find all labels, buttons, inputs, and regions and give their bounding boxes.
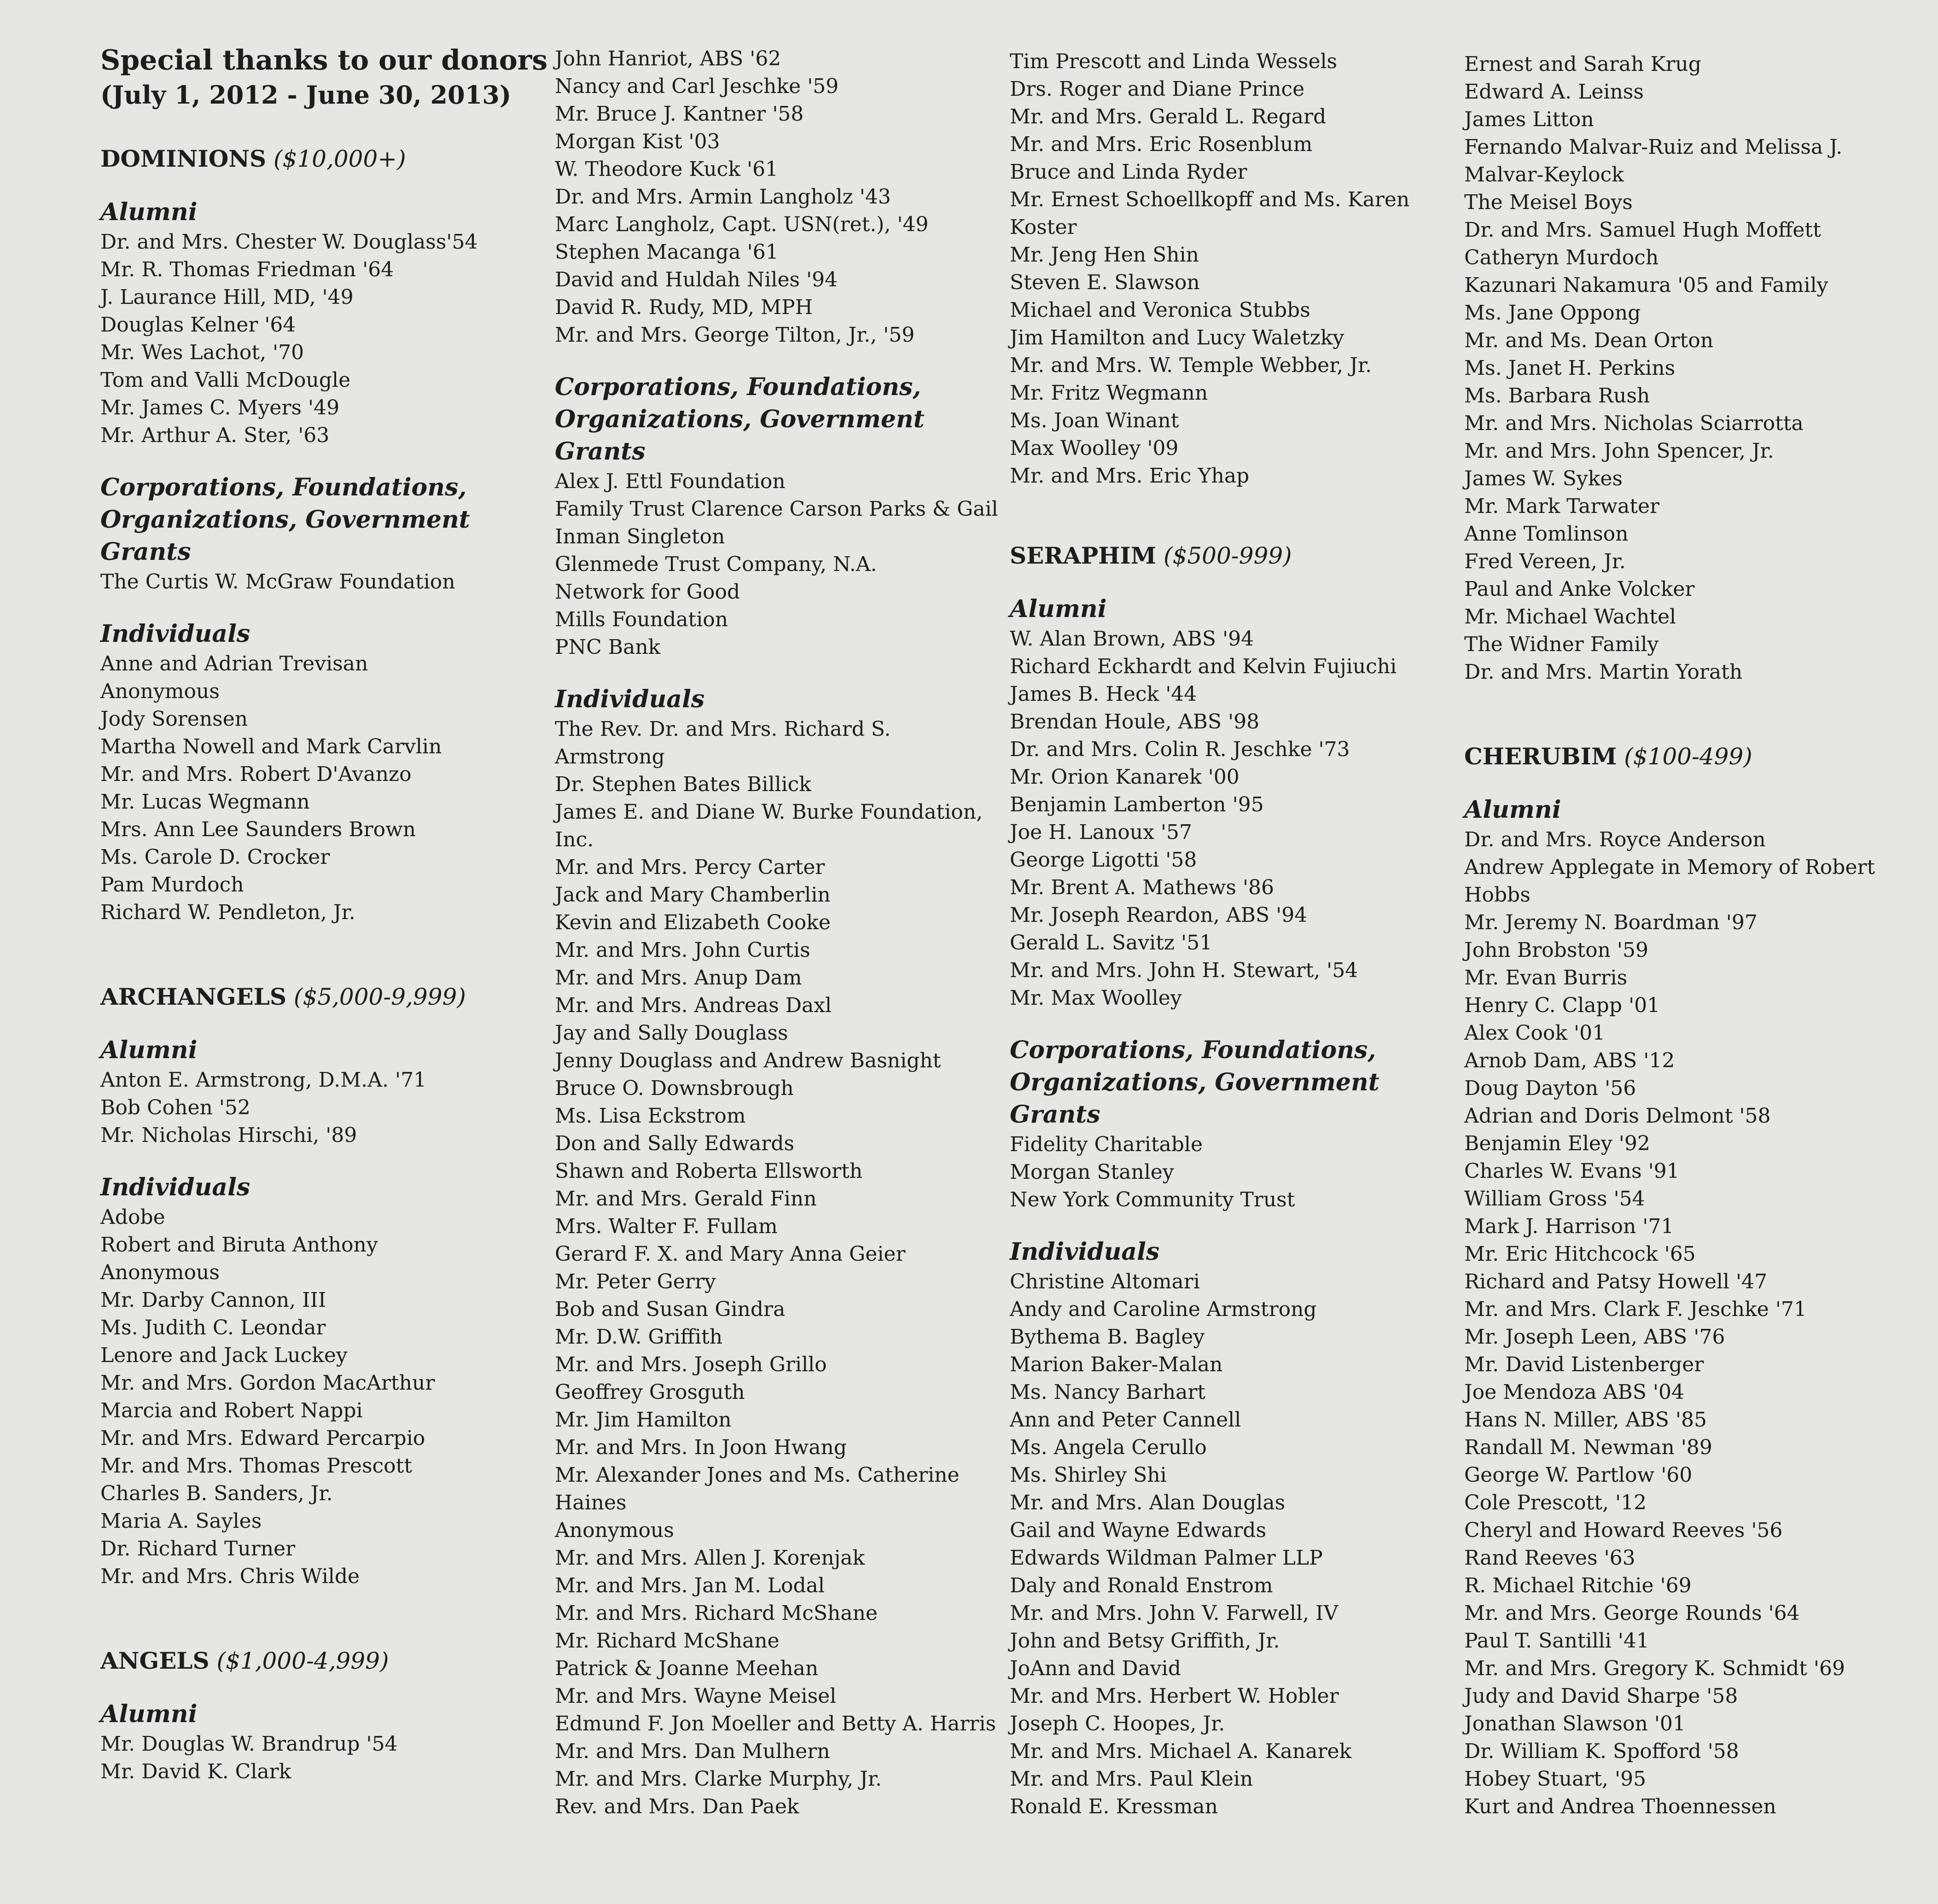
donor-entry: Ms. Lisa Eckstrom — [555, 1104, 746, 1128]
donor-entry: Mrs. Ann Lee Saunders Brown — [100, 818, 416, 841]
donor-entry: Anonymous — [100, 680, 220, 703]
donor-entry: Mr. and Mrs. W. Temple Webber, Jr. — [1010, 354, 1372, 377]
donor-entry: Mr. and Mrs. Chris Wilde — [100, 1565, 360, 1588]
list-seraphim-corporations — [1010, 1131, 1461, 1214]
donor-entry: Paul T. Santilli '41 — [1464, 1629, 1649, 1653]
donor-entry: Hobey Stuart, '95 — [1464, 1767, 1647, 1791]
list-cherubim-alumni — [1464, 826, 1915, 1821]
subheading-alumni: Alumni — [100, 1036, 198, 1064]
donor-entry: Shawn and Roberta Ellsworth — [555, 1159, 863, 1183]
donor-entry: Anne Tomlinson — [1464, 522, 1629, 546]
subheading-individuals: Individuals — [100, 1173, 250, 1201]
tier-name: DOMINIONS — [100, 145, 267, 172]
donor-entry: Bruce O. Downsbrough — [555, 1077, 794, 1100]
donor-entry: Mr. and Mrs. Nicholas Sciarrotta — [1464, 412, 1804, 435]
donor-entry: Ms. Joan Winant — [1010, 409, 1179, 432]
donor-entry: Mr. Evan Burris — [1464, 966, 1628, 990]
donor-entry: Mr. Orion Kanarek '00 — [1010, 765, 1240, 789]
donor-entry: Anonymous — [555, 1519, 674, 1542]
donor-entry: Jay and Sally Douglass — [555, 1021, 788, 1045]
column-3 — [1010, 48, 1461, 1821]
donor-entry: Dr. Stephen Bates Billick — [555, 773, 811, 796]
donor-entry: Pam Murdoch — [100, 873, 244, 897]
donor-entry: Mr. D.W. Griffith — [555, 1325, 723, 1349]
donor-entry: Mark J. Harrison '71 — [1464, 1215, 1674, 1238]
donor-entry: Kurt and Andrea Thoennessen — [1464, 1795, 1776, 1818]
donor-entry: Henry C. Clapp '01 — [1464, 994, 1660, 1017]
donor-entry: Gerald L. Savitz '51 — [1010, 931, 1213, 955]
donor-entry: The Widner Family — [1464, 633, 1659, 656]
donor-entry: Anne and Adrian Trevisan — [100, 652, 368, 675]
donor-entry: Jim Hamilton and Lucy Waletzky — [1010, 326, 1344, 349]
donor-entry: Hans N. Miller, ABS '85 — [1464, 1408, 1707, 1432]
donor-entry: Bruce and Linda Ryder — [1010, 160, 1247, 184]
donor-entry: Mr. and Mrs. Gordon MacArthur — [100, 1371, 435, 1395]
subheading-line: Grants — [100, 538, 191, 566]
donor-entry: Mr. and Mrs. Jan M. Lodal — [555, 1574, 825, 1597]
donor-entry: Mr. and Mrs. Robert D'Avanzo — [100, 763, 412, 786]
donor-entry: Mr. Arthur A. Ster, '63 — [100, 424, 330, 447]
donor-entry: Jonathan Slawson '01 — [1464, 1712, 1686, 1735]
donor-entry: Robert and Biruta Anthony — [100, 1233, 378, 1257]
subheading-alumni: Alumni — [100, 198, 198, 226]
donor-entry: Mr. Michael Wachtel — [1464, 605, 1676, 629]
donor-entry: Dr. and Mrs. Armin Langholz '43 — [555, 185, 891, 209]
donor-entry: Mr. and Mrs. Allen J. Korenjak — [555, 1546, 865, 1570]
donor-entry: Marion Baker-Malan — [1010, 1353, 1223, 1376]
donor-entry: Mr. Bruce J. Kantner '58 — [555, 102, 804, 126]
donor-entry: Dr. and Mrs. Martin Yorath — [1464, 660, 1743, 684]
donor-entry: Cole Prescott, '12 — [1464, 1491, 1647, 1514]
donor-entry: Ms. Nancy Barhart — [1010, 1380, 1206, 1404]
tier-name: SERAPHIM — [1010, 542, 1157, 569]
donor-entry: Andrew Applegate in Memory of Robert — [1464, 856, 1875, 879]
list-seraphim-alumni — [1010, 625, 1461, 1012]
donor-entry: Mr. and Mrs. John Spencer, Jr. — [1464, 439, 1774, 463]
donor-entry: Randall M. Newman '89 — [1464, 1436, 1712, 1459]
donor-entry: Inc. — [555, 828, 594, 851]
donor-entry: Mr. Jeng Hen Shin — [1010, 243, 1199, 267]
donor-entry: Alex Cook '01 — [1464, 1021, 1606, 1045]
donor-entry: Mr. and Mrs. Paul Klein — [1010, 1767, 1253, 1791]
donor-entry: Stephen Macanga '61 — [555, 240, 779, 264]
subheading-alumni: Alumni — [100, 1700, 198, 1728]
donor-entry: Martha Nowell and Mark Carvlin — [100, 735, 442, 758]
donor-entry: New York Community Trust — [1010, 1188, 1295, 1211]
donor-entry: R. Michael Ritchie '69 — [1464, 1574, 1692, 1597]
donor-entry: Morgan Stanley — [1010, 1160, 1174, 1184]
donor-entry: Mr. and Mrs. Michael A. Kanarek — [1010, 1740, 1352, 1763]
donor-entry: Marc Langholz, Capt. USN(ret.), '49 — [555, 213, 929, 236]
donor-entry: Mr. Eric Hitchcock '65 — [1464, 1242, 1696, 1266]
donor-entry: Mr. Nicholas Hirschi, '89 — [100, 1124, 357, 1147]
subheading-line: Grants — [555, 437, 646, 466]
donor-entry: Mr. and Mrs. Percy Carter — [555, 856, 825, 879]
donor-entry: Drs. Roger and Diane Prince — [1010, 77, 1305, 101]
page-title: Special thanks to our donors — [100, 44, 548, 76]
subheading-line: Organizations, Government — [555, 405, 925, 433]
donor-entry: Ms. Janet H. Perkins — [1464, 356, 1676, 380]
tier-name: ARCHANGELS — [100, 983, 286, 1010]
donor-entry: Richard W. Pendleton, Jr. — [100, 901, 355, 924]
donor-entry: Mr. and Mrs. Richard McShane — [555, 1601, 878, 1625]
list-angels-alumni — [100, 1730, 552, 1786]
subheading-line: Organizations, Government — [1010, 1068, 1379, 1096]
tier-heading-cherubim — [1464, 741, 1915, 772]
tier-name: ANGELS — [100, 1647, 210, 1674]
donor-entry: Lenore and Jack Luckey — [100, 1344, 348, 1367]
donor-entry: Adobe — [100, 1205, 165, 1229]
donor-entry: Ms. Barbara Rush — [1464, 384, 1650, 408]
donor-entry: Jack and Mary Chamberlin — [555, 883, 831, 907]
donor-entry: Nancy and Carl Jeschke '59 — [555, 75, 839, 98]
donor-entry: Ms. Judith C. Leondar — [100, 1316, 326, 1339]
donor-entry: Edwards Wildman Palmer LLP — [1010, 1546, 1323, 1570]
donor-entry: George Ligotti '58 — [1010, 848, 1197, 872]
donor-entry: Ms. Angela Cerullo — [1010, 1436, 1207, 1459]
donor-entry: Patrick & Joanne Meehan — [555, 1657, 819, 1680]
donor-entry: Fernando Malvar-Ruiz and Melissa J. — [1464, 135, 1843, 159]
donor-entry: Mr. Joseph Reardon, ABS '94 — [1010, 903, 1308, 927]
donor-entry: Mr. Lucas Wegmann — [100, 790, 310, 814]
tier-heading-archangels — [100, 982, 552, 1012]
donor-entry: Mills Foundation — [555, 608, 728, 631]
donor-entry: Ronald E. Kressman — [1010, 1795, 1218, 1818]
donor-entry: James Litton — [1464, 108, 1594, 131]
donor-entry: Mr. and Mrs. Eric Rosenblum — [1010, 133, 1313, 156]
donor-entry: Doug Dayton '56 — [1464, 1077, 1636, 1100]
subheading-corporations — [100, 472, 552, 568]
donor-entry: Dr. Richard Turner — [100, 1537, 296, 1560]
donor-entry: Cheryl and Howard Reeves '56 — [1464, 1519, 1783, 1542]
donor-entry: Ann and Peter Cannell — [1010, 1408, 1241, 1432]
donor-entry: John Brobston '59 — [1464, 938, 1648, 962]
donor-entry: James E. and Diane W. Burke Foundation, — [555, 800, 983, 824]
list-archangels-individuals — [100, 1204, 552, 1590]
tier-heading-angels — [100, 1646, 552, 1676]
donor-entry: Koster — [1010, 215, 1077, 239]
donor-entry: Mr. David K. Clark — [100, 1760, 291, 1783]
donor-entry: Mr. Brent A. Mathews '86 — [1010, 876, 1275, 899]
donor-entry: Mr. and Mrs. Herbert W. Hobler — [1010, 1684, 1339, 1708]
tier-name: CHERUBIM — [1464, 743, 1617, 770]
donor-entry: Marcia and Robert Nappi — [100, 1399, 363, 1422]
column-1 — [100, 42, 552, 1786]
donor-entry: Dr. and Mrs. Colin R. Jeschke '73 — [1010, 738, 1350, 761]
donor-entry: Mr. and Mrs. Gregory K. Schmidt '69 — [1464, 1657, 1845, 1680]
list-angels-individuals — [555, 716, 1006, 1821]
donor-entry: Mr. and Mrs. George Tilton, Jr., '59 — [555, 323, 915, 347]
donor-entry: Mr. Peter Gerry — [555, 1270, 716, 1293]
donor-entry: Don and Sally Edwards — [555, 1132, 795, 1155]
tier-range: ($5,000-9,999) — [293, 984, 466, 1010]
subheading-line: Corporations, Foundations, — [555, 373, 921, 401]
donor-entry: Mr. R. Thomas Friedman '64 — [100, 258, 394, 281]
donor-entry: Mr. and Mrs. Edward Percarpio — [100, 1427, 425, 1450]
donor-entry: Adrian and Doris Delmont '58 — [1464, 1104, 1771, 1128]
subheading-line: Corporations, Foundations, — [100, 473, 467, 501]
donor-entry: Mr. Jim Hamilton — [555, 1408, 732, 1432]
donor-entry: Mr. Wes Lachot, '70 — [100, 341, 304, 364]
donor-entry: Armstrong — [555, 745, 665, 769]
donor-entry: Mr. and Mrs. Alan Douglas — [1010, 1491, 1286, 1514]
donor-entry: Joseph C. Hoopes, Jr. — [1010, 1712, 1225, 1735]
subheading-individuals: Individuals — [555, 685, 705, 713]
donor-entry: Max Woolley '09 — [1010, 437, 1179, 460]
donor-entry: John and Betsy Griffith, Jr. — [1010, 1629, 1280, 1653]
donor-entry: Arnob Dam, ABS '12 — [1464, 1049, 1675, 1072]
donor-entry: W. Alan Brown, ABS '94 — [1010, 627, 1254, 651]
donor-entry: Rand Reeves '63 — [1464, 1546, 1635, 1570]
donor-entry: Ms. Carole D. Crocker — [100, 845, 330, 869]
donor-entry: Fidelity Charitable — [1010, 1133, 1203, 1156]
donor-entry: Andy and Caroline Armstrong — [1010, 1298, 1317, 1321]
donor-entry: Mr. and Mrs. Gerald Finn — [555, 1187, 817, 1211]
donor-entry: Mr. Alexander Jones and Ms. Catherine — [555, 1463, 960, 1487]
donor-entry: Mr. and Mrs. John V. Farwell, IV — [1010, 1601, 1339, 1625]
donor-entry: Dr. William K. Spofford '58 — [1464, 1740, 1739, 1763]
donor-entry: Mr. Richard McShane — [555, 1629, 780, 1653]
donor-entry: Haines — [555, 1491, 627, 1514]
donor-entry: Charles W. Evans '91 — [1464, 1159, 1680, 1183]
donor-entry: Anton E. Armstrong, D.M.A. '71 — [100, 1068, 427, 1092]
donor-entry: George W. Partlow '60 — [1464, 1463, 1693, 1487]
donor-entry: Bob Cohen '52 — [100, 1096, 250, 1119]
donor-entry: Alex J. Ettl Foundation — [555, 470, 786, 493]
subheading-line: Corporations, Foundations, — [1010, 1036, 1376, 1064]
donor-entry: Dr. and Mrs. Chester W. Douglass'54 — [100, 230, 478, 254]
donor-entry: Mr. and Mrs. John Curtis — [555, 938, 810, 962]
donor-entry: Mr. and Mrs. Clark F. Jeschke '71 — [1464, 1298, 1807, 1321]
donor-entry: Mr. and Mrs. In Joon Hwang — [555, 1436, 847, 1459]
tier-range: ($100-499) — [1624, 743, 1752, 770]
donor-entry: Mr. and Mrs. Anup Dam — [555, 966, 802, 990]
donor-entry: Maria A. Sayles — [100, 1509, 262, 1533]
column-2 — [555, 45, 1006, 1821]
donor-entry: Paul and Anke Volcker — [1464, 577, 1695, 601]
subheading-line: Grants — [1010, 1100, 1100, 1129]
donor-entry: Hobbs — [1464, 883, 1531, 907]
donor-entry: Judy and David Sharpe '58 — [1464, 1684, 1738, 1708]
donor-entry: Mr. and Mrs. Clarke Murphy, Jr. — [555, 1767, 882, 1791]
donor-entry: Daly and Ronald Enstrom — [1010, 1574, 1273, 1597]
donor-entry: Gail and Wayne Edwards — [1010, 1519, 1267, 1542]
donor-entry: Mr. Douglas W. Brandrup '54 — [100, 1732, 398, 1756]
donor-entry: Michael and Veronica Stubbs — [1010, 298, 1310, 322]
tier-range: ($500-999) — [1164, 542, 1292, 569]
tier-heading-dominions — [100, 144, 552, 174]
donor-entry: The Meisel Boys — [1464, 191, 1633, 214]
donor-entry: JoAnn and David — [1010, 1657, 1181, 1680]
donor-entry: Mr. and Mrs. Eric Yhap — [1010, 464, 1250, 488]
donor-entry: Mr. Jeremy N. Boardman '97 — [1464, 911, 1758, 934]
donor-entry: Mr. and Mrs. Wayne Meisel — [555, 1684, 837, 1708]
donor-entry: John Hanriot, ABS '62 — [555, 47, 781, 70]
donor-entry: Anonymous — [100, 1261, 220, 1284]
donor-entry: Geoffrey Grosguth — [555, 1380, 745, 1404]
donor-entry: Mr. and Mrs. Andreas Daxl — [555, 994, 832, 1017]
donor-entry: Mr. and Ms. Dean Orton — [1464, 329, 1714, 352]
donor-entry: Malvar-Keylock — [1464, 163, 1624, 186]
tier-range: ($10,000+) — [274, 146, 406, 172]
donor-entry: Mr. David Listenberger — [1464, 1353, 1704, 1376]
subheading-line: Organizations, Government — [100, 506, 470, 534]
donor-entry: Charles B. Sanders, Jr. — [100, 1482, 333, 1505]
donor-entry: David and Huldah Niles '94 — [555, 268, 838, 291]
donor-entry: Mr. Mark Tarwater — [1464, 495, 1660, 518]
donor-entry: Mr. Joseph Leen, ABS '76 — [1464, 1325, 1725, 1349]
tier-range: ($1,000-4,999) — [216, 1648, 389, 1674]
donor-entry: Glenmede Trust Company, N.A. — [555, 553, 877, 576]
column-4 — [1464, 51, 1915, 1821]
donor-entry: Dr. and Mrs. Samuel Hugh Moffett — [1464, 218, 1821, 242]
donor-entry: Tim Prescott and Linda Wessels — [1010, 50, 1338, 73]
donor-entry: Jenny Douglass and Andrew Basnight — [555, 1049, 941, 1072]
donor-entry: Jody Sorensen — [100, 707, 248, 731]
donor-entry: Ernest and Sarah Krug — [1464, 52, 1701, 76]
subheading-individuals: Individuals — [100, 620, 250, 648]
donor-entry: The Rev. Dr. and Mrs. Richard S. — [555, 717, 891, 741]
donor-entry: Richard and Patsy Howell '47 — [1464, 1270, 1768, 1293]
donor-entry: Benjamin Eley '92 — [1464, 1132, 1650, 1155]
donor-entry: Fred Vereen, Jr. — [1464, 550, 1626, 573]
donor-entry: Bythema B. Bagley — [1010, 1325, 1205, 1349]
donor-entry: Inman Singleton — [555, 525, 725, 548]
list-dominions-corporations — [100, 568, 552, 596]
donor-entry: William Gross '54 — [1464, 1187, 1645, 1211]
donor-entry: Kazunari Nakamura '05 and Family — [1464, 274, 1828, 297]
donor-entry: Ms. Jane Oppong — [1464, 301, 1641, 325]
tier-heading-seraphim — [1010, 541, 1461, 571]
donor-entry: Rev. and Mrs. Dan Paek — [555, 1795, 799, 1818]
page-subtitle: (July 1, 2012 - June 30, 2013) — [100, 80, 512, 110]
donor-entry: James B. Heck '44 — [1010, 682, 1197, 706]
donor-entry: Mr. and Mrs. George Rounds '64 — [1464, 1601, 1800, 1625]
donor-entry: Douglas Kelner '64 — [100, 313, 296, 337]
donor-entry: Network for Good — [555, 580, 740, 604]
list-angels-individuals-continued — [1010, 48, 1461, 490]
list-archangels-alumni — [100, 1066, 552, 1149]
donor-entry: Richard Eckhardt and Kelvin Fujiuchi — [1010, 655, 1397, 678]
donor-entry: Dr. and Mrs. Royce Anderson — [1464, 828, 1766, 851]
list-angels-corporations — [555, 468, 1006, 661]
donor-entry: Kevin and Elizabeth Cooke — [555, 911, 831, 934]
donor-entry: Morgan Kist '03 — [555, 130, 720, 153]
donor-entry: Mr. Darby Cannon, III — [100, 1288, 326, 1312]
donor-entry: Mr. and Mrs. Thomas Prescott — [100, 1454, 413, 1478]
donor-entry: Mr. Max Woolley — [1010, 986, 1182, 1010]
donor-entry: Gerard F. X. and Mary Anna Geier — [555, 1242, 906, 1266]
donor-entry: The Curtis W. McGraw Foundation — [100, 570, 455, 594]
subheading-corporations — [555, 371, 1006, 468]
donor-entry: J. Laurance Hill, MD, '49 — [100, 285, 354, 309]
donor-entry: PNC Bank — [555, 635, 661, 659]
donor-entry: Edmund F. Jon Moeller and Betty A. Harris — [555, 1712, 996, 1735]
donor-entry: Tom and Valli McDougle — [100, 368, 351, 392]
subheading-alumni: Alumni — [1464, 796, 1561, 824]
donor-entry: Brendan Houle, ABS '98 — [1010, 710, 1260, 734]
list-seraphim-individuals-continued — [1464, 51, 1915, 686]
subheading-alumni: Alumni — [1010, 595, 1107, 623]
donor-entry: Mr. and Mrs. Joseph Grillo — [555, 1353, 827, 1376]
donor-entry: Mr. Ernest Schoellkopff and Ms. Karen — [1010, 188, 1410, 211]
donor-entry: Mr. and Mrs. Gerald L. Regard — [1010, 105, 1327, 128]
donor-entry: Benjamin Lamberton '95 — [1010, 793, 1264, 816]
donor-entry: Joe H. Lanoux '57 — [1010, 821, 1192, 844]
donor-entry: Christine Altomari — [1010, 1270, 1200, 1293]
donor-entry: David R. Rudy, MD, MPH — [555, 296, 813, 319]
donor-entry: Joe Mendoza ABS '04 — [1464, 1380, 1684, 1404]
donor-entry: Mrs. Walter F. Fullam — [555, 1215, 778, 1238]
donor-entry: Mr. and Mrs. John H. Stewart, '54 — [1010, 959, 1358, 982]
donor-entry: W. Theodore Kuck '61 — [555, 157, 779, 181]
donor-entry: Steven E. Slawson — [1010, 271, 1200, 294]
donor-entry: Mr. and Mrs. Dan Mulhern — [555, 1740, 830, 1763]
donor-entry: Family Trust Clarence Carson Parks & Gail — [555, 497, 998, 521]
donor-entry: Mr. Fritz Wegmann — [1010, 381, 1208, 405]
donor-entry: Catheryn Murdoch — [1464, 246, 1659, 269]
donor-entry: Ms. Shirley Shi — [1010, 1463, 1167, 1487]
subheading-individuals: Individuals — [1010, 1238, 1160, 1266]
list-seraphim-individuals — [1010, 1268, 1461, 1821]
donor-entry: Bob and Susan Gindra — [555, 1298, 786, 1321]
donor-entry: Edward A. Leinss — [1464, 80, 1644, 104]
donor-entry: James W. Sykes — [1464, 467, 1623, 490]
list-angels-alumni-continued — [555, 45, 1006, 349]
list-dominions-individuals — [100, 650, 552, 926]
subheading-corporations — [1010, 1034, 1461, 1131]
list-dominions-alumni — [100, 228, 552, 449]
donor-entry: Mr. James C. Myers '49 — [100, 396, 340, 419]
